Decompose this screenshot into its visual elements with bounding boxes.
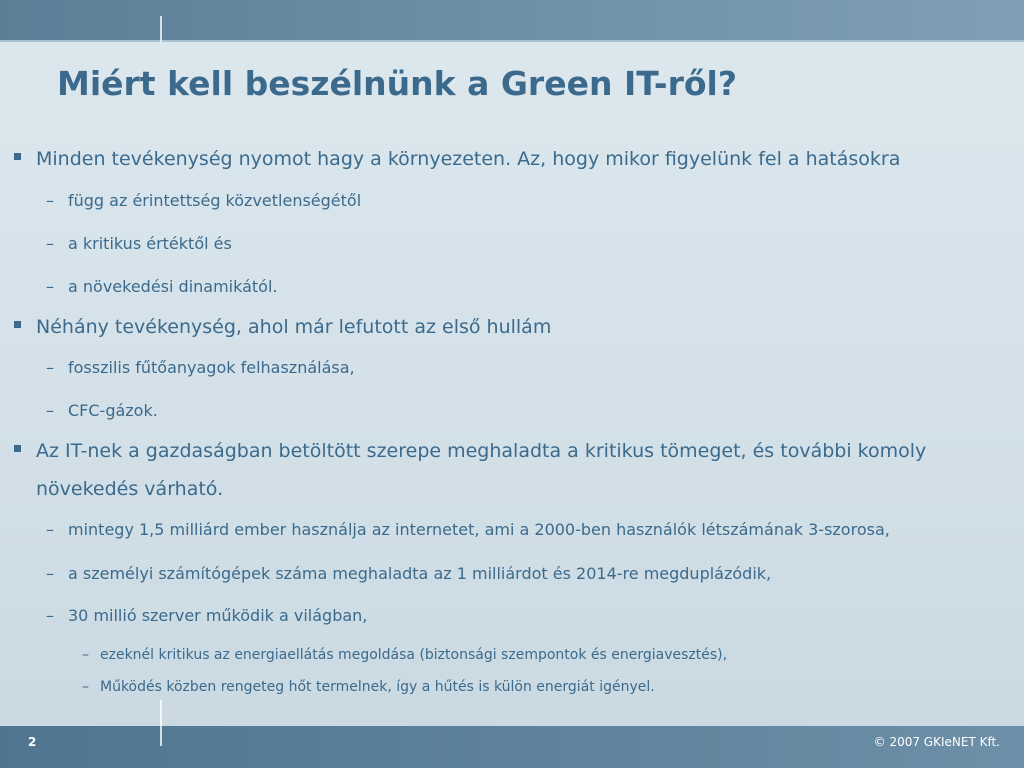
slide-title: Miért kell beszélnünk a Green IT-ről? [57,64,737,103]
sub-bullet-item [46,358,1008,377]
sub-bullet-text: a személyi számítógépek száma meghaladta az 1 milliárdot és 2014-re megduplázódik, [68,564,772,583]
bullet-text: Néhány tevékenység, ahol már lefutott az első hullám [36,316,552,338]
sub-sub-bullet-item [82,647,1010,663]
sub-bullet-text: mintegy 1,5 milliárd ember használja az internetet, ami a 2000-ben használók létszámának 3-szorosa, [68,520,890,539]
bullet-item [36,432,1011,508]
dash-bullet-icon: – [46,358,54,377]
sub-sub-bullet-text: ezeknél kritikus az energiaellátás megoldása (biztonsági szempontok és energiavesztés), [100,647,728,663]
sub-bullet-item [46,606,1008,625]
bullet-text: Minden tevékenység nyomot hagy a környezeten. Az, hogy mikor figyelünk fel a hatásokra [36,148,901,170]
decorative-line-bottom [160,700,162,746]
dash-bullet-icon: – [46,401,54,420]
sub-bullet-text: a kritikus értéktől és [68,234,232,253]
dash-bullet-icon: – [46,606,54,625]
dash-bullet-icon: – [82,647,89,663]
sub-bullet-text: CFC-gázok. [68,401,158,420]
square-bullet-icon [14,321,21,328]
dash-bullet-icon: – [46,564,54,583]
copyright-text: © 2007 GKIeNET Kft. [873,735,1000,749]
sub-bullet-text: a növekedési dinamikától. [68,277,278,296]
sub-bullet-item [46,277,1008,296]
dash-bullet-icon: – [46,191,54,210]
dash-bullet-icon: – [46,234,54,253]
dash-bullet-icon: – [46,520,54,539]
footer-band [0,726,1024,768]
square-bullet-icon [14,153,21,160]
sub-bullet-text: függ az érintettség közvetlenségétől [68,191,362,210]
sub-sub-bullet-item [82,679,1010,695]
sub-sub-bullet-text: Működés közben rengeteg hőt termelnek, így a hűtés is külön energiát igényel. [100,679,655,695]
sub-bullet-item [46,234,1008,253]
sub-bullet-text: fosszilis fűtőanyagok felhasználása, [68,358,355,377]
dash-bullet-icon: – [82,679,89,695]
bullet-text: Az IT-nek a gazdaságban betöltött szerepe meghaladta a kritikus tömeget, és további komoly növekedés várható. [36,440,927,500]
square-bullet-icon [14,445,21,452]
sub-bullet-item [46,520,1008,539]
bullet-item [36,140,1011,178]
sub-bullet-text: 30 millió szerver működik a világban, [68,606,368,625]
sub-bullet-item [46,191,1008,210]
bullet-item [36,308,1011,346]
page-number: 2 [28,735,37,749]
sub-bullet-item [46,401,1008,420]
dash-bullet-icon: – [46,277,54,296]
sub-bullet-item [46,564,1008,583]
